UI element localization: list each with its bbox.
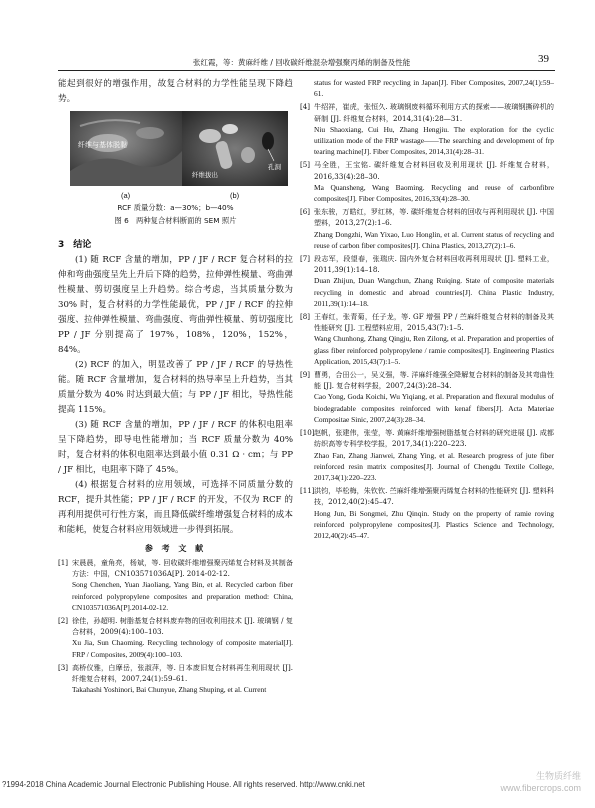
reference-english: Cao Yong, Goda Koichi, Wu Yiqiang, et al. Preparation and flexural modulus of biodegradable composites reinforced with kenaf fibers[J]. Acta Materiae Compositae Sinic, 2007,24(3):28–34. xyxy=(314,392,554,424)
reference-item xyxy=(58,662,293,696)
reference-english: Takahashi Yoshinori, Bai Chunyue, Zhang Shuping, et al. Current xyxy=(72,685,267,695)
reference-item xyxy=(58,557,293,613)
reference-english: Hong Jun, Bi Songmei, Zhu Qinqin. Study on the property of ramie roving reinforced polypropylene composites[J]. Plastics Science and Technology, 2012,40(2):45–47. xyxy=(314,508,554,540)
conclusion-paragraph: (2) RCF 的加入，明显改善了 PP / JF / RCF 的导热性能。随 RCF 含量增加，复合材料的热导率呈上升趋势，当其质量分数为 40% 时达到最大值；与 PP / JF 相比，导热性能提高 115%。 xyxy=(58,360,293,415)
reference-number: [4] xyxy=(300,102,311,112)
photo-b-label-hole: 孔洞 xyxy=(268,163,281,171)
conclusion-paragraph: (3) 随 RCF 含量的增加，PP / JF / RCF 的体积电阻率呈下降趋势，即导电性能增加；当 RCF 质量分数为 40% 时，复合材料的体积电阻率达到最小值 0.31 Ω · cm；与 PP / JF 相比，电阻率下降了 45%。 xyxy=(58,420,293,475)
reference-number: [2] xyxy=(58,616,69,626)
watermark-text: 生物质纤维 xyxy=(535,771,581,781)
reference-chinese: 高桥仪雅，白摩岳，张淑萍，等. 日本废旧复合材料再生利用现状 [J]. 纤维复合材料，2007,24(1):59–61. xyxy=(72,662,293,684)
running-title: 张红霞，等：黄麻纤维 / 回收碳纤维混杂增强聚丙烯的制备及性能 xyxy=(193,58,411,67)
reference-chinese: 王春红，张青菊，任子龙，等. GF 增强 PP / 苎麻纤维复合材料的制备及其性能研究 [J]. 工程塑料应用，2015,43(7):1–5. xyxy=(314,312,554,333)
reference-number: [1] xyxy=(58,558,69,567)
sem-photo-a xyxy=(70,111,182,186)
copyright-notice: ?1994-2018 China Academic Journal Electronic Publishing House. All rights reserved. http://www.cnki.net xyxy=(2,780,365,789)
reference-number: [5] xyxy=(300,160,311,170)
reference-number: [9] xyxy=(300,370,311,380)
reference-chinese: 宋晨晨，童角亮，杨斌，等. 回收碳纤维增强聚丙烯复合材料及其制备方法：中国，CN103571036A[P]. 2014-02-12. xyxy=(72,558,293,579)
reference-english: Zhang Dongzhi, Wan Yixao, Luo Honglin, et al. Current status of recycling and reuse of carbon fiber composites[J]. China Plastics, 2013,27(2):1–6. xyxy=(314,229,554,250)
conclusion-paragraph: (4) 根据复合材料的应用领域，可选择不同质量分数的 RCF，提升其性能；PP / JF / RCF 的开发，不仅为 RCF 的再利用提供可行性方案，而且降低碳纤维增强复合材料的成本和能耗，使复合材料应用领域进一步得到拓展。 xyxy=(58,480,293,535)
reference-english: Wang Chunhong, Zhang Qingju, Ren Zilong, et al. Preparation and properties of glass fiber reinforced polypropylene / ramie composites[J]. Engineering Plastics Application, 2015,43(7):1–5. xyxy=(314,334,554,366)
reference-chinese: 段志军，段望春，张瑞庆. 国内外复合材料回收再利用现状 [J]. 塑料工业，2011,39(1):14–18. xyxy=(314,254,554,275)
reference-chinese: 赵帆，张建伟，张莹，等. 黄麻纤维增强树脂基复合材料的研究进展 [J]. 成都纺织高等专科学校学报，2017,34(1):220–223. xyxy=(314,428,554,449)
reference-english: Ma Quansheng, Wang Baoming. Recycling and reuse of carbonfibre composites[J]. Fiber Composites, 2016,33(4):28–30. xyxy=(314,182,554,204)
reference-number: [10] xyxy=(300,428,315,438)
reference-chinese: 曹勇，合田公一，吴义强，等. 洋麻纤维强全降解复合材料的制备及其弯曲性能 [J]. 复合材料学报，2007,24(3):28–34. xyxy=(314,370,554,391)
reference-item xyxy=(300,159,554,204)
page-number: 39 xyxy=(538,53,549,65)
figure-6 xyxy=(58,111,293,235)
reference-item xyxy=(300,427,554,483)
figure-caption: 图 6 两种复合材料断面的 SEM 照片 xyxy=(114,216,237,225)
watermark xyxy=(500,770,581,794)
subfigure-label-b: (b) xyxy=(230,191,240,200)
reference-number: [7] xyxy=(300,254,311,264)
reference-item xyxy=(300,369,554,425)
intro-paragraph: 能起到很好的增强作用，故复合材料的力学性能呈现下降趋势。 xyxy=(58,79,293,104)
reference-english: status for wasted FRP recycling in Japan[J]. Fiber Composites, 2007,24(1):59–61. xyxy=(314,78,554,99)
reference-item xyxy=(58,615,293,660)
references-heading: 参 考 文 献 xyxy=(144,544,207,553)
watermark-url: www.fibercrops.com xyxy=(500,783,581,793)
reference-number: [3] xyxy=(58,662,69,672)
reference-item xyxy=(300,311,554,367)
reference-chinese: 徐佳，孙超明. 树脂基复合材料废弃物的回收利用技术 [J]. 玻璃钢 / 复合材料，2009(4):100–103. xyxy=(72,616,293,637)
reference-number: [11] xyxy=(300,486,315,496)
reference-number: [8] xyxy=(300,312,311,322)
reference-chinese: 牛绍祥，崔虎，张恒久. 玻璃钢废料循环利用方式的探索——玻璃钢撕碎机的研制 [J]. 纤维复合材料，2014,31(4):28—31. xyxy=(314,102,554,123)
reference-item xyxy=(300,77,554,99)
reference-number: [6] xyxy=(300,207,311,217)
conclusion-paragraph: (1) 随 RCF 含量的增加，PP / JF / RCF 复合材料的拉伸和弯曲强度呈先上升后下降的趋势，拉伸弹性模量、弯曲弹性模量、剪切强度呈上升趋势。综合考虑，当其质量分数为 30% 时，复合材料的力学性能最优，PP / JF / RCF 的拉伸强度、拉伸弹性模量、弯曲强度、弯曲弹性模量、剪切强度比 PP / JF 分别提高了 197%，108%，120%，152%，84%。 xyxy=(58,255,293,355)
photo-b-label-fiber: 纤维拔出 xyxy=(192,171,218,179)
reference-english: Niu Shaoxiang, Cui Hu, Zhang Hengjiu. The exploration for the cyclic utilization mode of the FRP wastage——The searching and development of frp tearing machine[J]. Fiber Composites, 2014,31(4):28–31. xyxy=(314,124,554,157)
left-column xyxy=(58,77,293,697)
figure-quantity-note: RCF 质量分数：a—30%；b—40% xyxy=(117,203,234,212)
section-heading: 3 结论 xyxy=(58,240,92,250)
reference-item xyxy=(300,253,554,309)
sem-photo-b xyxy=(182,111,288,186)
reference-english: Song Chenchen, Yuan Jiaoliang, Yang Bin, et al. Recycled carbon fiber reinforced polypropylene composites and preparation method: China, CN103571036A[P].2014-02-12. xyxy=(72,580,293,612)
reference-item xyxy=(300,101,554,157)
reference-english: Zhao Fan, Zhang Jianwei, Zhang Ying, et al. Research progress of jute fiber reinforced resin matrix composites[J]. Journal of Chengdu Textile College, 2017,34(1):220–223. xyxy=(314,450,554,482)
photo-a-label: 纤维与基体脱黏 xyxy=(78,141,127,149)
reference-english: Duan Zhijun, Duan Wangchun, Zhang Ruiqing. State of composite materials recycling in domestic and abroad countries[J]. China Plastic Industry, 2011,39(1):14–18. xyxy=(314,276,554,308)
subfigure-label-a: (a) xyxy=(121,191,131,200)
reference-chinese: 洪钧，毕松梅，朱钦钦. 苎麻纤维增强聚丙烯复合材料的性能研究 [J]. 塑料科技，2012,40(2):45–47. xyxy=(314,486,554,507)
reference-english: Xu Jia, Sun Chaoming. Recycling technology of composite material[J]. FRP / Composites, 2009(4):100–103. xyxy=(72,638,293,659)
reference-chinese: 张东骏，万皓红，罗红林，等. 碳纤维复合材料的回收与再利用现状 [J]. 中国塑料，2013,27(2):1–6. xyxy=(314,207,554,228)
right-column xyxy=(300,77,554,543)
reference-item xyxy=(300,485,554,541)
running-header xyxy=(58,52,555,71)
reference-chinese: 马全胜，王宝铭. 碳纤维复合材料回收及利用现状 [J]. 纤维复合材料，2016,33(4):28–30. xyxy=(314,160,554,181)
reference-item xyxy=(300,206,554,251)
